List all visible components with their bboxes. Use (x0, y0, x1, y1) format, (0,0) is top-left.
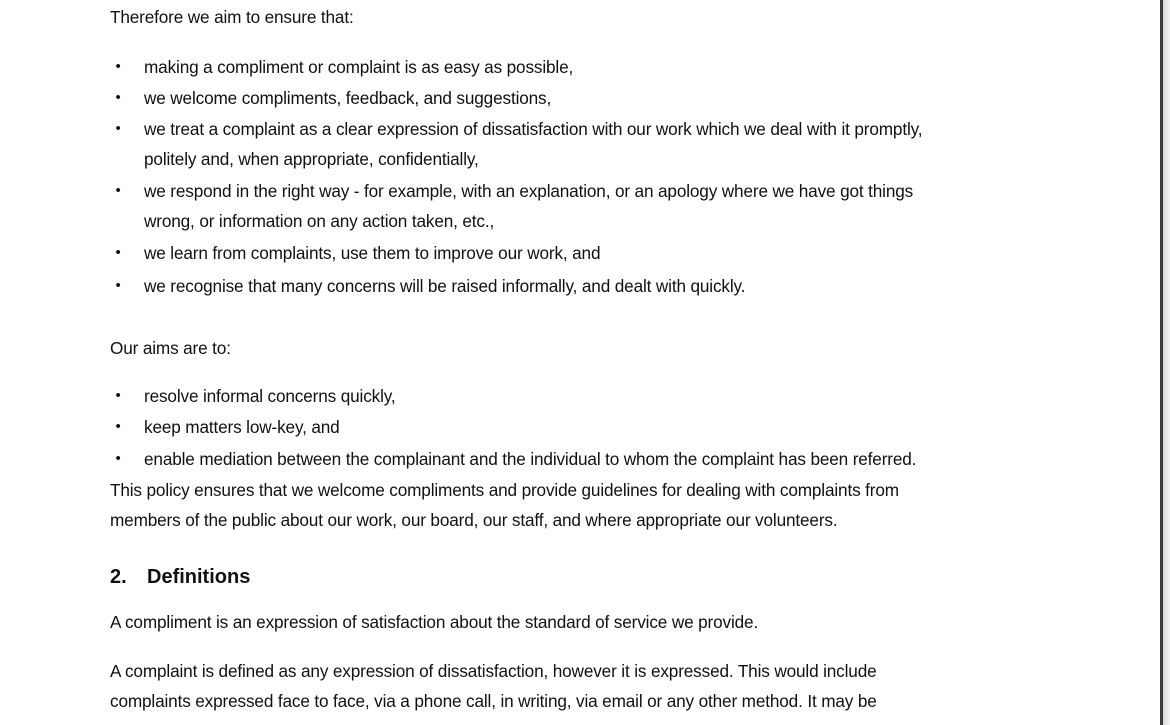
list-item-text: we treat a complaint as a clear expression of dissatisfaction with our work which we deal with it promptly, (144, 119, 923, 139)
our-aims-list (110, 381, 1110, 475)
list-item (110, 238, 1110, 271)
bullet-icon: • (115, 418, 121, 435)
section-title: Definitions (147, 566, 251, 588)
list-item-text: resolve informal concerns quickly, (144, 386, 396, 406)
compliment-definition-text: A compliment is an expression of satisfaction about the standard of service we provide. (110, 612, 759, 632)
list-item (110, 381, 1110, 412)
list-item-text: we respond in the right way - for example, with an explanation, or an apology where we have got things (144, 181, 914, 201)
bullet-icon: • (115, 58, 121, 75)
list-item-text: we recognise that many concerns will be raised informally, and dealt with quickly. (144, 276, 746, 296)
list-item-text: we welcome compliments, feedback, and suggestions, (144, 88, 552, 108)
paragraph-line: complaints expressed face to face, via a phone call, in writing, via email or any other method. It may be (110, 691, 877, 711)
list-item (110, 412, 1110, 444)
section-heading (110, 562, 250, 592)
list-item (110, 83, 1110, 114)
viewer-background (1163, 0, 1170, 725)
list-item-text: making a compliment or complaint is as easy as possible, (144, 57, 574, 77)
paragraph-line: members of the public about our work, our board, our staff, and where appropriate our volunteers. (110, 510, 838, 530)
list-item (110, 271, 1110, 302)
list-item-text: wrong, or information on any action taken, etc., (144, 211, 495, 231)
list-item (110, 176, 1110, 238)
list-item (110, 444, 1110, 475)
section-number: 2. (110, 566, 127, 588)
bullet-icon: • (115, 89, 121, 106)
paragraph-line: This policy ensures that we welcome compliments and provide guidelines for dealing with complaints from (110, 480, 899, 500)
paragraph-line: A complaint is defined as any expression of dissatisfaction, however it is expressed. This would include (110, 661, 877, 681)
list-item (110, 52, 1110, 83)
our-aims-intro-text: Our aims are to: (110, 338, 231, 358)
bullet-icon: • (115, 182, 121, 199)
bullet-icon: • (115, 120, 121, 137)
list-item-text: keep matters low-key, and (144, 417, 340, 437)
bullet-icon: • (115, 277, 121, 294)
list-item-text: politely and, when appropriate, confidentially, (144, 149, 479, 169)
list-item-text: we learn from complaints, use them to improve our work, and (144, 243, 601, 263)
list-item-text: enable mediation between the complainant and the individual to whom the complaint has been referred. (144, 449, 917, 469)
intro-aim-text: Therefore we aim to ensure that: (110, 7, 354, 27)
list-item (110, 114, 1110, 176)
bullet-icon: • (115, 387, 121, 404)
policy-paragraph (110, 475, 899, 535)
aims-list (110, 52, 1110, 302)
complaint-definition-paragraph (110, 656, 877, 716)
bullet-icon: • (115, 450, 121, 467)
bullet-icon: • (115, 244, 121, 261)
